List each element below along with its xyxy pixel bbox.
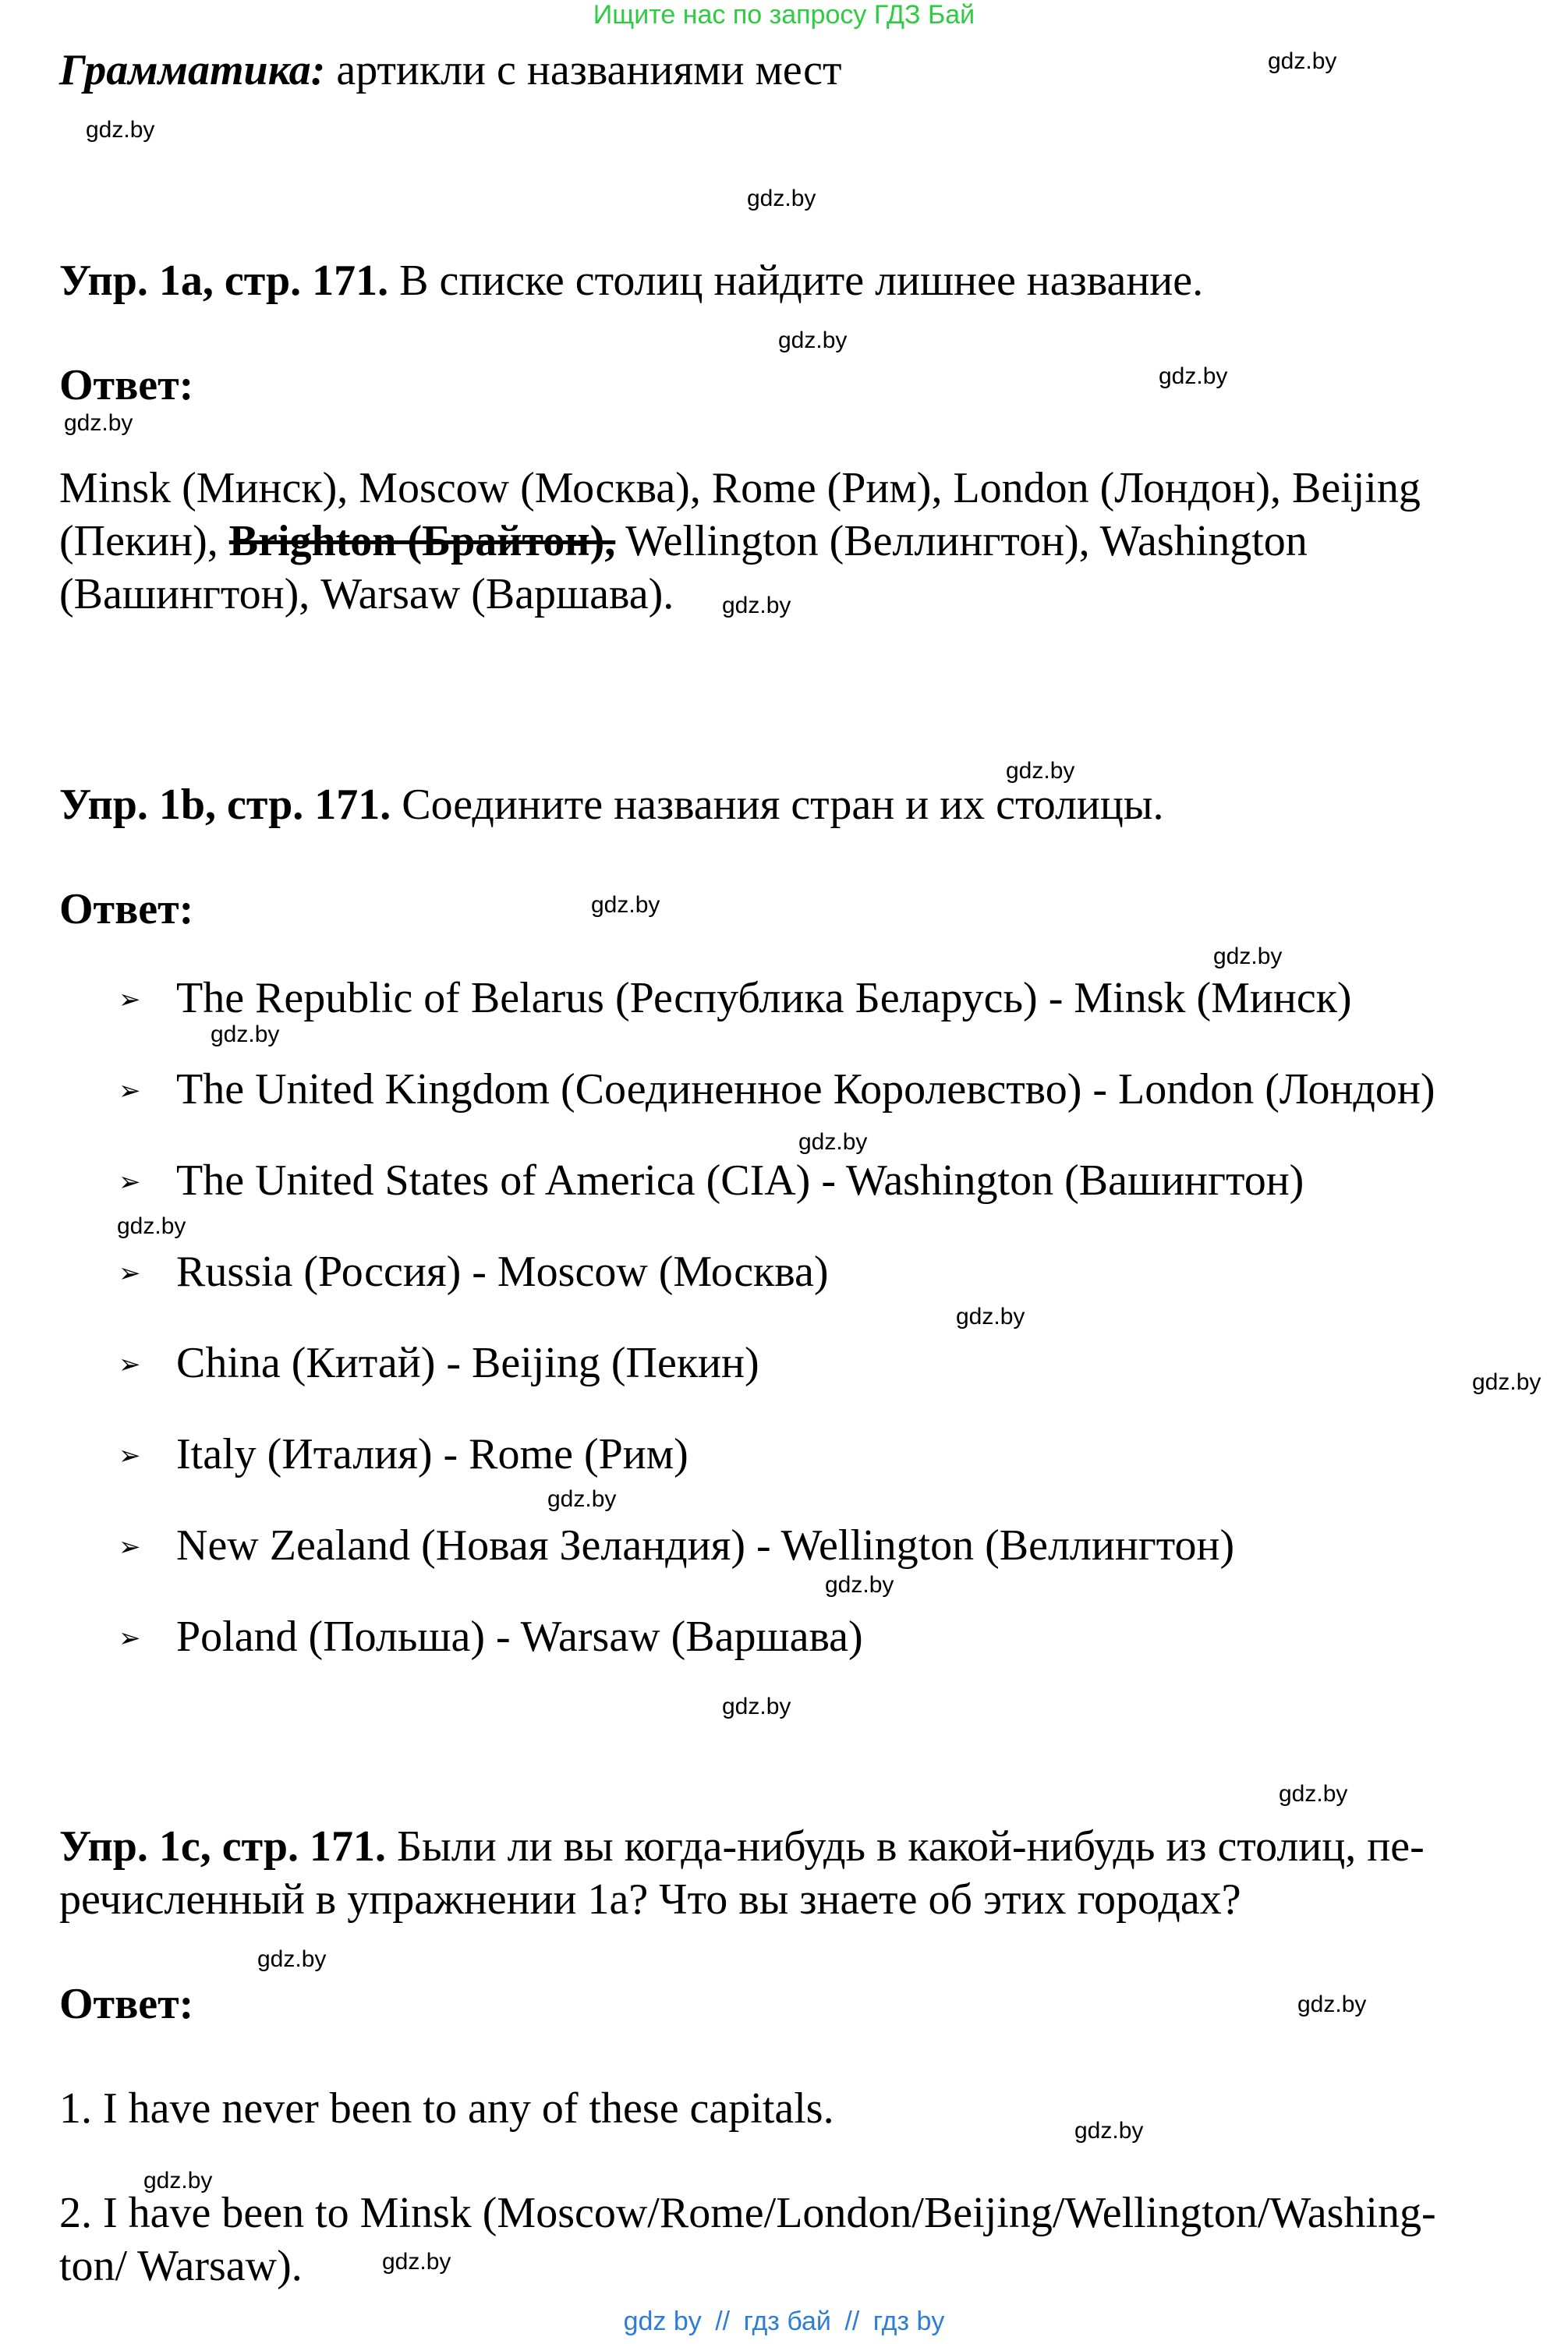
watermark: gdz.by xyxy=(798,1129,868,1155)
footer-link-gdz-by[interactable]: gdz by xyxy=(623,2307,702,2336)
watermark: gdz.by xyxy=(257,1946,327,1972)
watermark: gdz.by xyxy=(1268,48,1337,74)
watermark: gdz.by xyxy=(1074,2118,1144,2144)
ex1c-task-line-1 xyxy=(59,1820,1425,1873)
ex1b-task xyxy=(59,778,1163,831)
list-item-text: The United States of America (CIA) - Washington (Вашингтон) xyxy=(176,1156,1304,1205)
footer-separator: // xyxy=(844,2307,860,2336)
ex1a-answer-line-2 xyxy=(59,515,1308,568)
watermark: gdz.by xyxy=(1213,944,1283,969)
bullet-arrow-icon: ➢ xyxy=(119,1623,141,1654)
watermark: gdz.by xyxy=(547,1486,617,1512)
ex1a-line2-start: (Пекин), xyxy=(59,517,218,565)
bullet-arrow-icon: ➢ xyxy=(119,1075,141,1106)
grammar-topic: артикли с названиями мест xyxy=(336,46,842,94)
watermark: gdz.by xyxy=(722,593,791,618)
watermark: gdz.by xyxy=(143,2168,213,2194)
ex1b-answer-label: Ответ: xyxy=(59,885,194,933)
bullet-arrow-icon: ➢ xyxy=(119,1440,141,1471)
list-item-text: The United Kingdom (Соединенное Королевство) - London (Лондон) xyxy=(176,1065,1435,1114)
footer-separator: // xyxy=(715,2307,731,2336)
watermark: gdz.by xyxy=(86,117,155,143)
footer-link-gdz-by-ru[interactable]: гдз by xyxy=(872,2307,945,2336)
watermark: gdz.by xyxy=(211,1022,280,1047)
ex1a-task-text: В списке столиц найдите лишнее название. xyxy=(399,257,1204,305)
ex1a-ref: Упр. 1a, стр. 171. xyxy=(59,257,389,305)
footer-link-gdz-bai[interactable]: гдз бай xyxy=(743,2307,831,2336)
list-item-text: The Republic of Belarus (Республика Беларусь) - Minsk (Минск) xyxy=(176,974,1352,1022)
footer-links xyxy=(0,2307,1568,2337)
watermark: gdz.by xyxy=(117,1213,186,1239)
watermark: gdz.by xyxy=(1159,363,1228,389)
ex1c-task-text: Были ли вы когда-нибудь в какой-нибудь из столиц, пе- xyxy=(396,1822,1425,1871)
ex1c-answer-1: 1. I have never been to any of these capitals. xyxy=(59,2084,834,2133)
top-banner[interactable]: Ищите нас по запросу ГДЗ Бай xyxy=(593,0,975,30)
watermark: gdz.by xyxy=(64,410,133,436)
grammar-label: Грамматика: xyxy=(59,46,326,94)
list-item-text: New Zealand (Новая Зеландия) - Wellington (Веллингтон) xyxy=(176,1521,1235,1570)
list-item-text: Italy (Италия) - Rome (Рим) xyxy=(176,1430,688,1478)
watermark: gdz.by xyxy=(1279,1781,1348,1807)
ex1a-line2-end: Wellington (Веллингтон), Washington xyxy=(625,517,1308,565)
list-item-text: Russia (Россия) - Moscow (Москва) xyxy=(176,1248,829,1296)
watermark: gdz.by xyxy=(825,1572,894,1598)
watermark: gdz.by xyxy=(778,328,848,353)
ex1c-ref: Упр. 1c, стр. 171. xyxy=(59,1822,386,1871)
watermark: gdz.by xyxy=(747,186,816,211)
ex1c-task-line-2: речисленный в упражнении 1a? Что вы знаете об этих городах? xyxy=(59,1875,1241,1924)
watermark: gdz.by xyxy=(956,1304,1025,1330)
watermark: gdz.by xyxy=(1006,758,1075,784)
watermark: gdz.by xyxy=(1472,1369,1541,1395)
watermark: gdz.by xyxy=(382,2249,451,2275)
ex1a-answer-line-1: Minsk (Минск), Moscow (Москва), Rome (Рим), London (Лондон), Beijing xyxy=(59,464,1421,512)
bullet-arrow-icon: ➢ xyxy=(119,1167,141,1198)
list-item-text: Poland (Польша) - Warsaw (Варшава) xyxy=(176,1613,863,1661)
bullet-arrow-icon: ➢ xyxy=(119,1531,141,1563)
bullet-arrow-icon: ➢ xyxy=(119,1258,141,1289)
list-item-text: China (Китай) - Beijing (Пекин) xyxy=(176,1339,759,1387)
ex1b-ref: Упр. 1b, стр. 171. xyxy=(59,781,391,829)
ex1a-answer-label: Ответ: xyxy=(59,361,194,409)
watermark: gdz.by xyxy=(591,892,660,918)
ex1a-answer-line-3: (Вашингтон), Warsaw (Варшава). xyxy=(59,570,674,618)
ex1c-answer-label: Ответ: xyxy=(59,1980,194,2028)
ex1c-answer-2-line-2: ton/ Warsaw). xyxy=(59,2242,303,2290)
ex1b-task-text: Соедините названия стран и их столицы. xyxy=(402,781,1164,829)
ex1c-answer-2-line-1: 2. I have been to Minsk (Moscow/Rome/London/Beijing/Wellington/Washing- xyxy=(59,2189,1436,2237)
ex1a-task xyxy=(59,254,1203,307)
watermark: gdz.by xyxy=(722,1694,791,1719)
watermark: gdz.by xyxy=(1297,1992,1367,2017)
grammar-heading xyxy=(59,44,842,97)
ex1a-odd-one-out: Brighton (Брайтон), xyxy=(228,517,616,565)
bullet-arrow-icon: ➢ xyxy=(119,984,141,1015)
bullet-arrow-icon: ➢ xyxy=(119,1349,141,1380)
